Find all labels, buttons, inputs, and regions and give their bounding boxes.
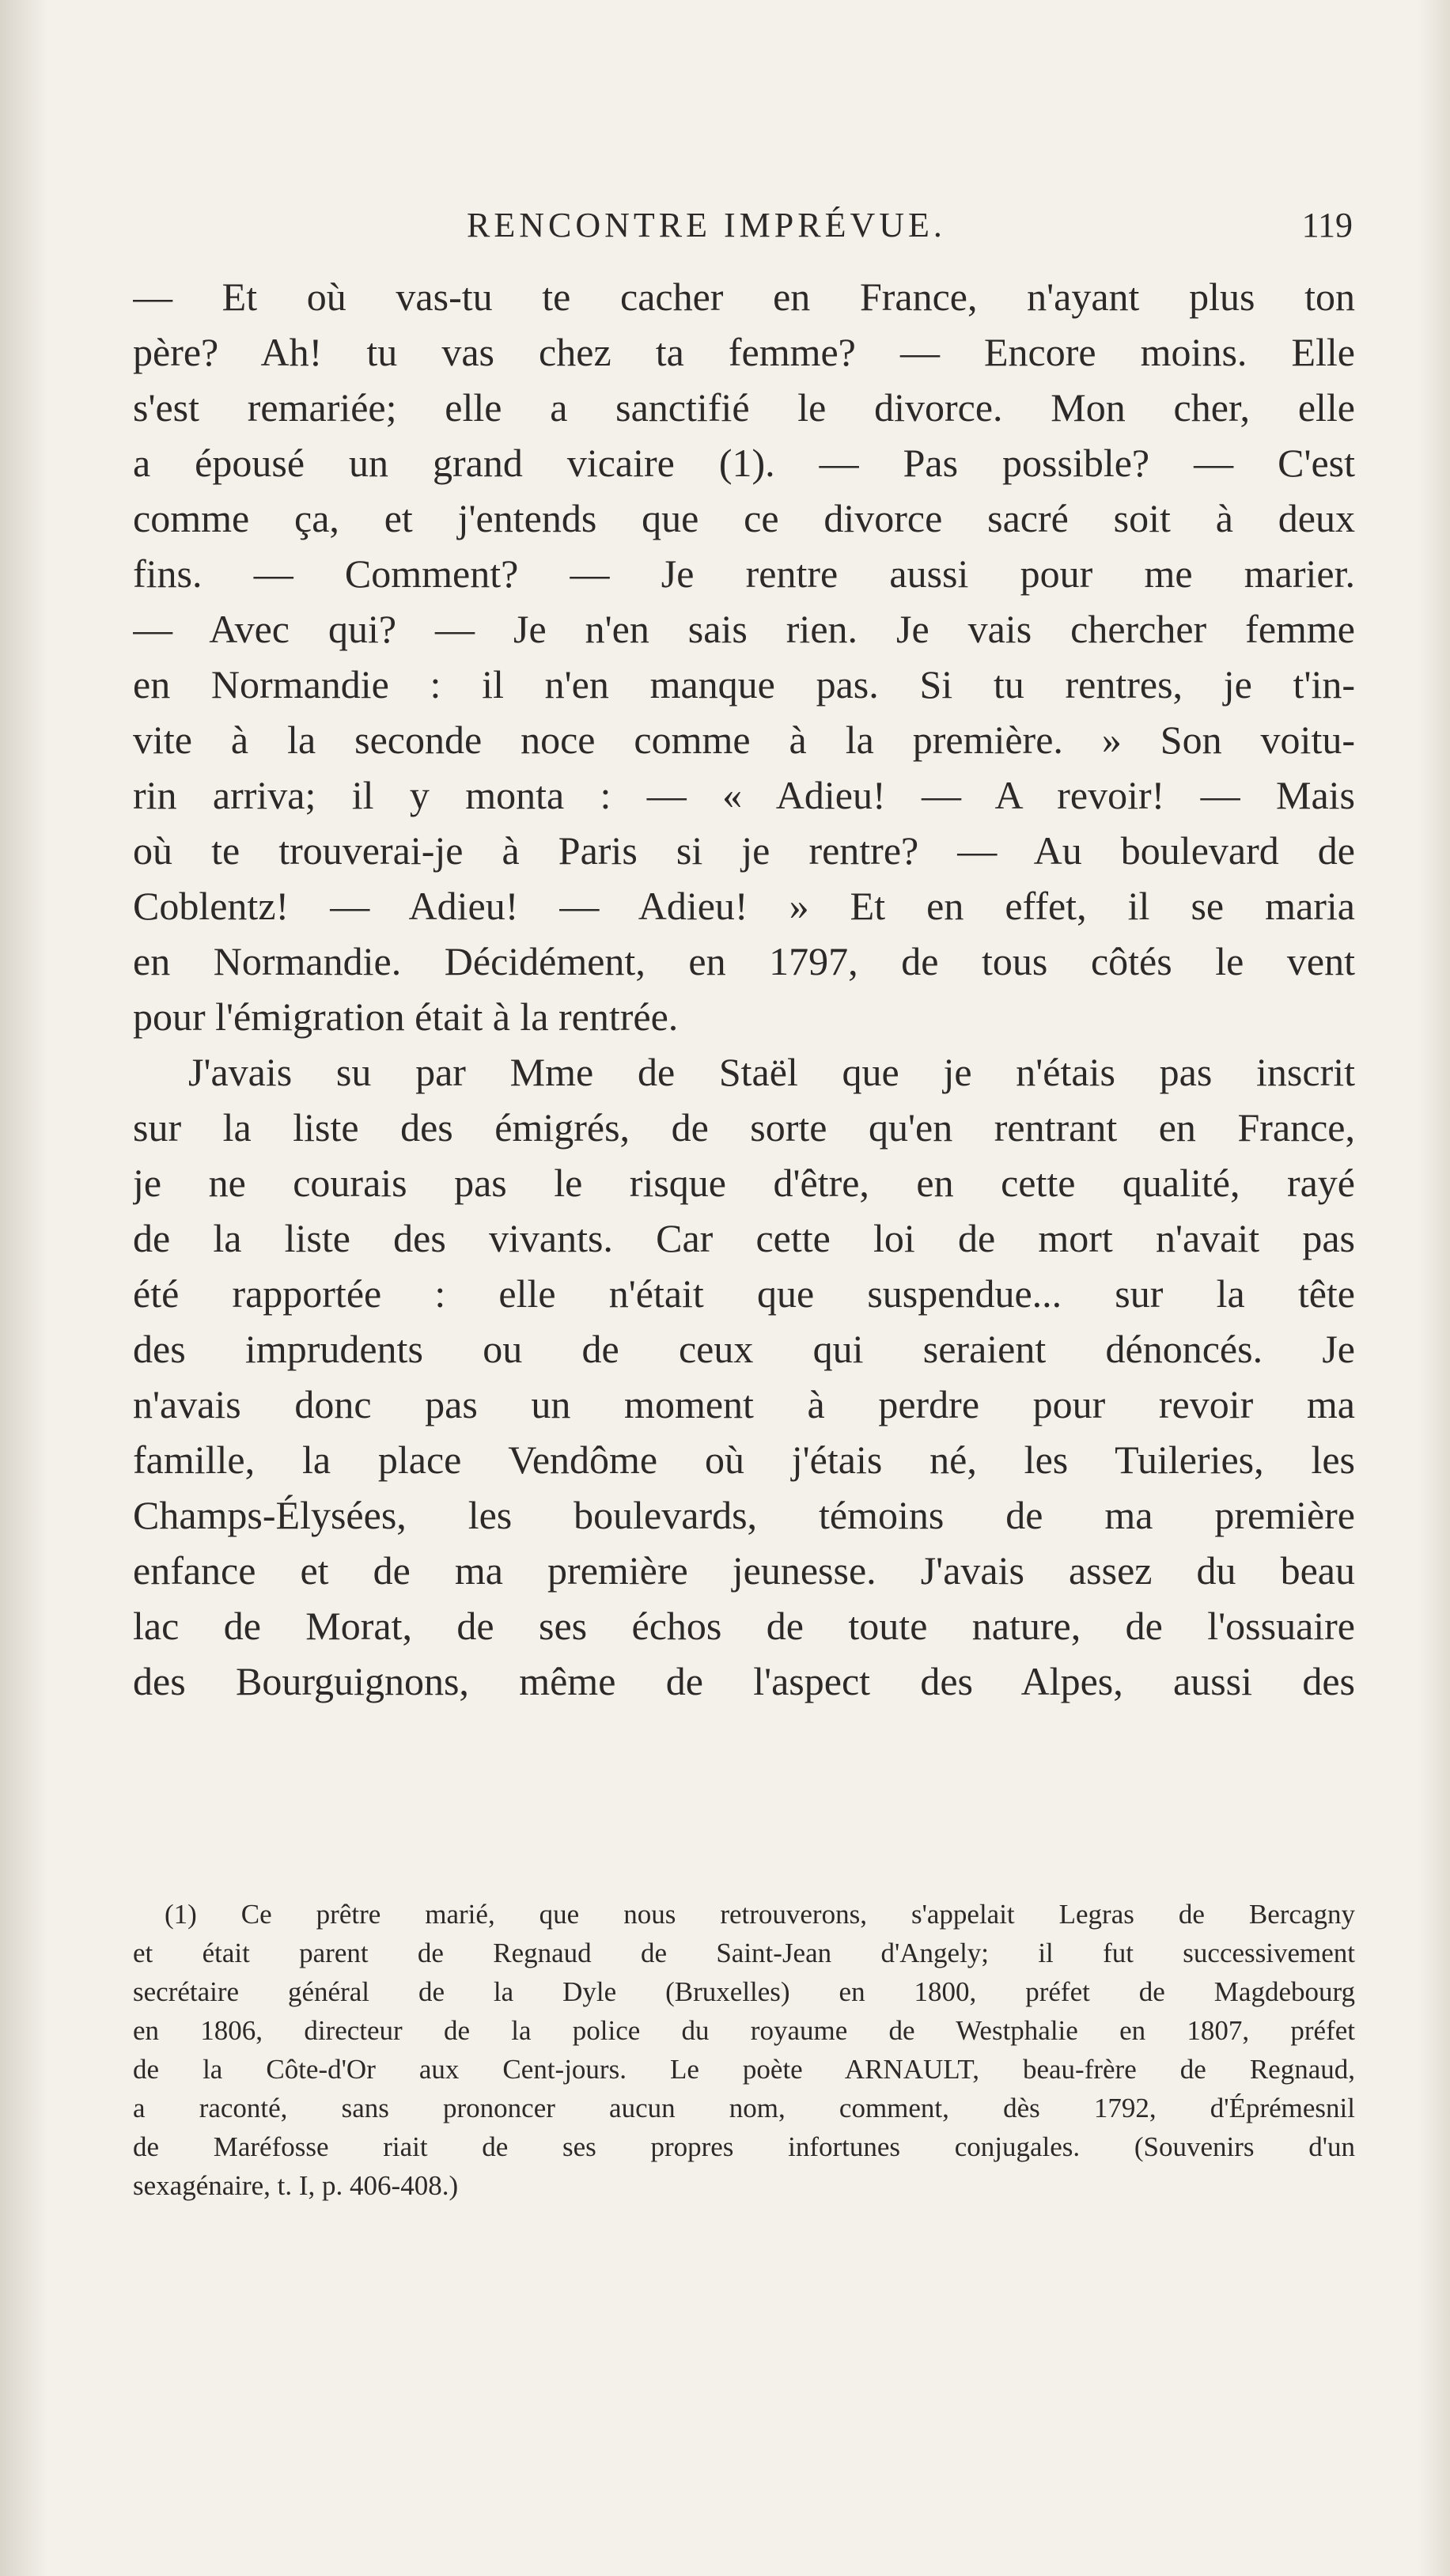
body-line: vite à la seconde noce comme à la première. » Son voitu- xyxy=(133,718,1355,762)
body-line: sur la liste des émigrés, de sorte qu'en rentrant en France, xyxy=(133,1105,1355,1150)
body-line: s'est remariée; elle a sanctifié le divorce. Mon cher, elle xyxy=(133,385,1355,430)
page-number: 119 xyxy=(1301,206,1353,244)
footnote-line: a raconté, sans prononcer aucun nom, comment, dès 1792, d'Éprémesnil xyxy=(133,2093,1355,2123)
body-line: lac de Morat, de ses échos de toute nature, de l'ossuaire xyxy=(133,1604,1355,1648)
body-line: famille, la place Vendôme où j'étais né, les Tuileries, les xyxy=(133,1438,1355,1482)
body-line: n'avais donc pas un moment à perdre pour revoir ma xyxy=(133,1382,1355,1426)
footnote-line: secrétaire général de la Dyle (Bruxelles) en 1800, préfet de Magdebourg xyxy=(133,1976,1355,2007)
body-line: pour l'émigration était à la rentrée. xyxy=(133,994,679,1039)
body-line: en Normandie : il n'en manque pas. Si tu rentres, je t'in- xyxy=(133,662,1355,707)
footnote-line: sexagénaire, t. I, p. 406-408.) xyxy=(133,2170,459,2201)
body-line: de la liste des vivants. Car cette loi de mort n'avait pas xyxy=(133,1216,1355,1260)
body-line: J'avais su par Mme de Staël que je n'étais pas inscrit xyxy=(188,1050,1355,1094)
running-title: RENCONTRE IMPRÉVUE. xyxy=(467,206,946,244)
body-line: enfance et de ma première jeunesse. J'avais assez du beau xyxy=(133,1548,1355,1593)
body-line: été rapportée : elle n'était que suspendue... sur la tête xyxy=(133,1271,1355,1316)
body-line: où te trouverai-je à Paris si je rentre? — Au boulevard de xyxy=(133,828,1355,873)
body-line: rin arriva; il y monta : — « Adieu! — A revoir! — Mais xyxy=(133,773,1355,817)
body-line: comme ça, et j'entends que ce divorce sacré soit à deux xyxy=(133,496,1355,540)
body-line: en Normandie. Décidément, en 1797, de tous côtés le vent xyxy=(133,939,1355,983)
scan-shadow-left xyxy=(0,0,47,2576)
body-line: Champs-Élysées, les boulevards, témoins de ma première xyxy=(133,1493,1355,1537)
footnote-line: de Maréfosse riait de ses propres infortunes conjugales. (Souvenirs d'un xyxy=(133,2131,1355,2162)
footnote xyxy=(133,1895,1355,2205)
body-line: — Avec qui? — Je n'en sais rien. Je vais chercher femme xyxy=(133,607,1355,651)
footnote-line: (1) Ce prêtre marié, que nous retrouverons, s'appelait Legras de Bercagny xyxy=(165,1899,1355,1930)
footnote-line: de la Côte-d'Or aux Cent-jours. Le poète ARNAULT, beau-frère de Regnaud, xyxy=(133,2054,1355,2085)
body-line: je ne courais pas le risque d'être, en cette qualité, rayé xyxy=(133,1161,1355,1205)
scan-shadow-right xyxy=(1418,0,1450,2576)
footnote-line: en 1806, directeur de la police du royaume de Westphalie en 1807, préfet xyxy=(133,2015,1355,2046)
body-line: Coblentz! — Adieu! — Adieu! » Et en effet, il se maria xyxy=(133,884,1355,928)
footnote-line: et était parent de Regnaud de Saint-Jean d'Angely; il fut successivement xyxy=(133,1938,1355,1968)
running-head xyxy=(134,202,1353,249)
body-line: — Et où vas-tu te cacher en France, n'ayant plus ton xyxy=(133,275,1355,319)
body-text xyxy=(133,269,1355,1709)
body-line: des imprudents ou de ceux qui seraient dénoncés. Je xyxy=(133,1327,1355,1371)
body-line: des Bourguignons, même de l'aspect des Alpes, aussi des xyxy=(133,1659,1355,1703)
body-line: fins. — Comment? — Je rentre aussi pour me marier. xyxy=(133,551,1355,596)
body-line: père? Ah! tu vas chez ta femme? — Encore moins. Elle xyxy=(133,330,1355,374)
body-line: a épousé un grand vicaire (1). — Pas possible? — C'est xyxy=(133,441,1355,485)
